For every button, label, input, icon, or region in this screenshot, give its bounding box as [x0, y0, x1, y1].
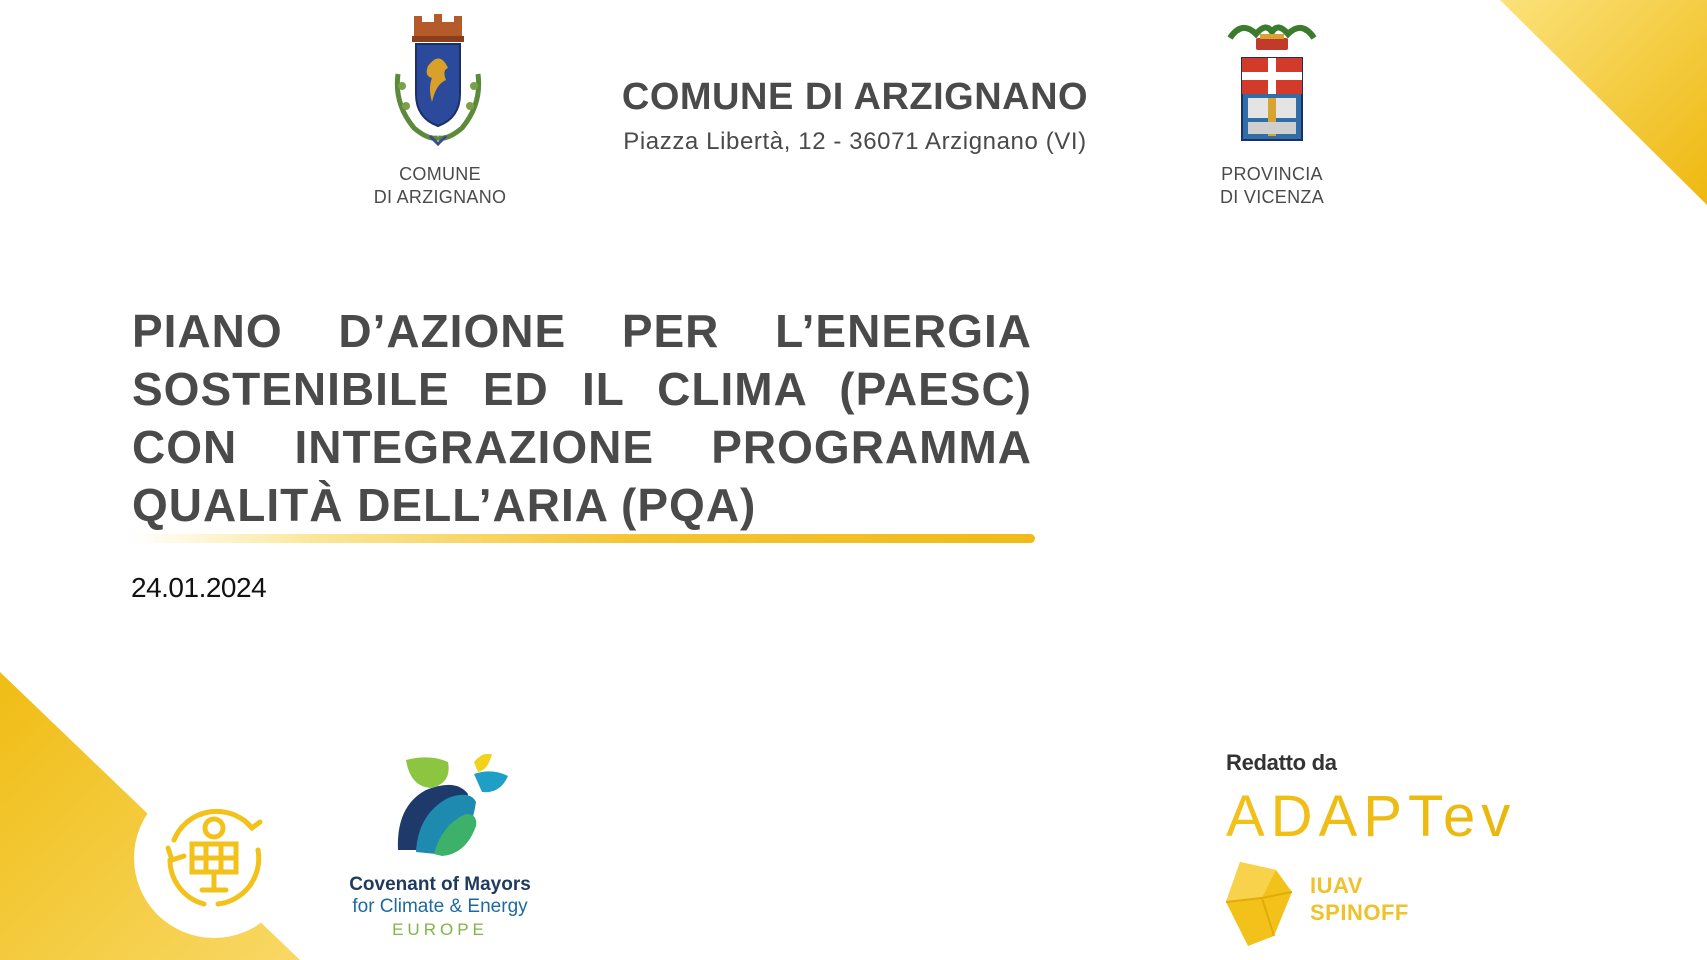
comune-title: COMUNE DI ARZIGNANO [621, 76, 1089, 118]
adaptev-wordmark: ADAPTev [1226, 786, 1517, 842]
caption-line: DI VICENZA [1219, 187, 1324, 207]
covenant-line: for Climate & Energy [352, 896, 528, 917]
vicenza-coat-of-arms-icon [1222, 12, 1322, 148]
title-line: PIANO D’AZIONE PER L’ENERGIA [132, 305, 1032, 357]
document-title [132, 302, 1032, 534]
arzignano-coat-of-arms-icon [388, 14, 488, 150]
provincia-vicenza-caption [1172, 163, 1372, 209]
comune-address: Piazza Libertà, 12 - 36071 Arzignano (VI) [623, 128, 1087, 155]
covenant-line: Covenant of Mayors [349, 874, 531, 895]
title-underline [132, 534, 1035, 543]
solar-panel-recycle-icon [134, 778, 294, 938]
caption-line: PROVINCIA [1221, 164, 1323, 184]
top-right-corner-decoration [1500, 0, 1707, 205]
title-line: QUALITÀ DELL’ARIA (PQA) [132, 479, 757, 531]
adaptev-logo [1226, 786, 1598, 842]
covenant-leaf-icon [396, 754, 512, 864]
covenant-of-mayors-text [330, 874, 550, 942]
credits-label: Redatto da [1226, 750, 1337, 775]
iuav-gem-icon [1226, 862, 1292, 946]
spinoff-line: SPINOFF [1310, 900, 1409, 925]
caption-line: COMUNE [399, 164, 481, 184]
title-line: SOSTENIBILE ED IL CLIMA (PAESC) [132, 363, 1032, 415]
document-date: 24.01.2024 [131, 572, 267, 603]
covenant-line: EUROPE [392, 920, 488, 939]
caption-line: DI ARZIGNANO [373, 187, 507, 207]
iuav-spinoff-text [1310, 872, 1409, 926]
title-line: CON INTEGRAZIONE PROGRAMMA [132, 421, 1032, 473]
iuav-line: IUAV [1310, 873, 1363, 898]
comune-arzignano-caption [340, 163, 540, 209]
